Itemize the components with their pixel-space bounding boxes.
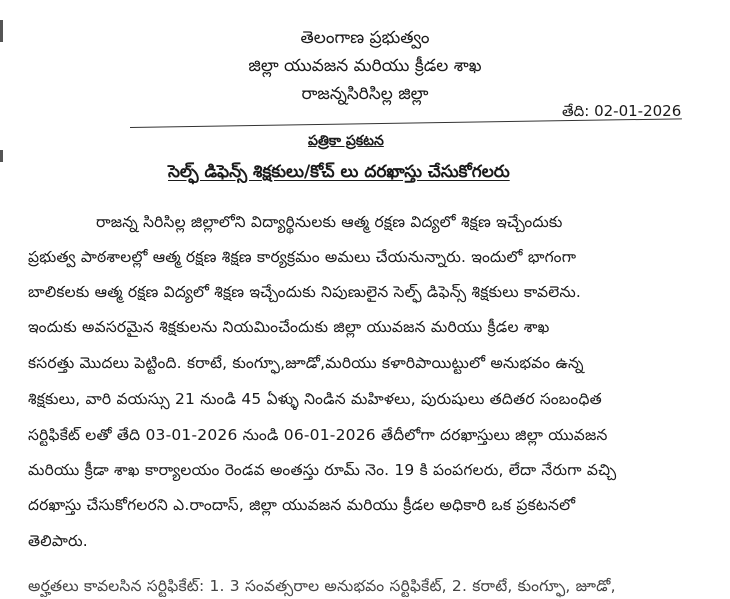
body-line: అర్హతలు కావలసిన సర్టిఫికేట్: 1. 3 సంవత్సరాల అనుభవం సర్టిఫికేట్, 2. కరాటే, కుంగ్ఫూ, జూడో, — [28, 577, 616, 595]
body-line: బాలికలకు ఆత్మ రక్షణ విద్యలో శిక్షణ ఇచ్చేందుకు నిపుణులైన సెల్ఫ్ డిఫెన్స్ శిక్షకులు కావలెను. — [28, 283, 582, 301]
headline: సెల్ఫ్ డిఫెన్స్ శిక్షకులు/కోచ్ లు దరఖాస్తు చేసుకోగలరు — [168, 162, 510, 182]
department-title: జిల్లా యువజన మరియు క్రీడల శాఖ — [248, 56, 482, 76]
body-line: తెలిపారు. — [28, 532, 88, 550]
body-line: దరఖాస్తు చేసుకోగలరని ఎ.రాందాస్, జిల్లా యువజన మరియు క్రీడల అధికారి ఒక ప్రకటనలో — [28, 496, 576, 514]
release-date: తేది: 02-01-2026 — [562, 102, 682, 120]
district-title: రాజన్నసిరిసిల్ల జిల్లా — [301, 84, 429, 104]
body-line: మరియు క్రీడా శాఖ కార్యాలయం రెండవ అంతస్తు రూమ్ నెం. 19 కి పంపగలరు, లేదా నేరుగా వచ్చి — [28, 461, 617, 479]
body-line: శిక్షకులు, వారి వయస్సు 21 నుండి 45 ఏళ్ళు నిండిన మహిళలు, పురుషులు తదితర సంబంధిత — [28, 390, 602, 408]
body-line: సర్టిఫికేట్ లతో తేది 03-01-2026 నుండి 06-01-2026 తేదీలోగా దరఖాస్తులు జిల్లా యువజన — [28, 426, 608, 444]
body-line: రాజన్న సిరిసిల్ల జిల్లాలోని విద్యార్థినులకు ఆత్మ రక్షణ విద్యలో శిక్షణ ఇచ్చేందుకు — [96, 213, 563, 231]
government-title: తెలంగాణ ప్రభుత్వం — [300, 28, 430, 48]
body-line: ప్రభుత్వ పాఠశాలల్లో ఆత్మ రక్షణ శిక్షణ కార్యక్రమం అమలు చేయనున్నారు. ఇందులో భాగంగా — [28, 248, 577, 266]
body-line: ఇందుకు అవసరమైన శిక్షకులను నియమించేందుకు జిల్లా యువజన మరియు క్రీడల శాఖ — [28, 318, 550, 336]
body-line: కసరత్తు మొదలు పెట్టింది. కరాటే, కుంగ్ఫూ,జూడో,మరియు కళారిపాయిట్టులో అనుభవం ఉన్న — [28, 354, 584, 372]
scan-edge-mark — [0, 150, 3, 162]
press-release-label: పత్రికా ప్రకటన — [308, 133, 384, 149]
